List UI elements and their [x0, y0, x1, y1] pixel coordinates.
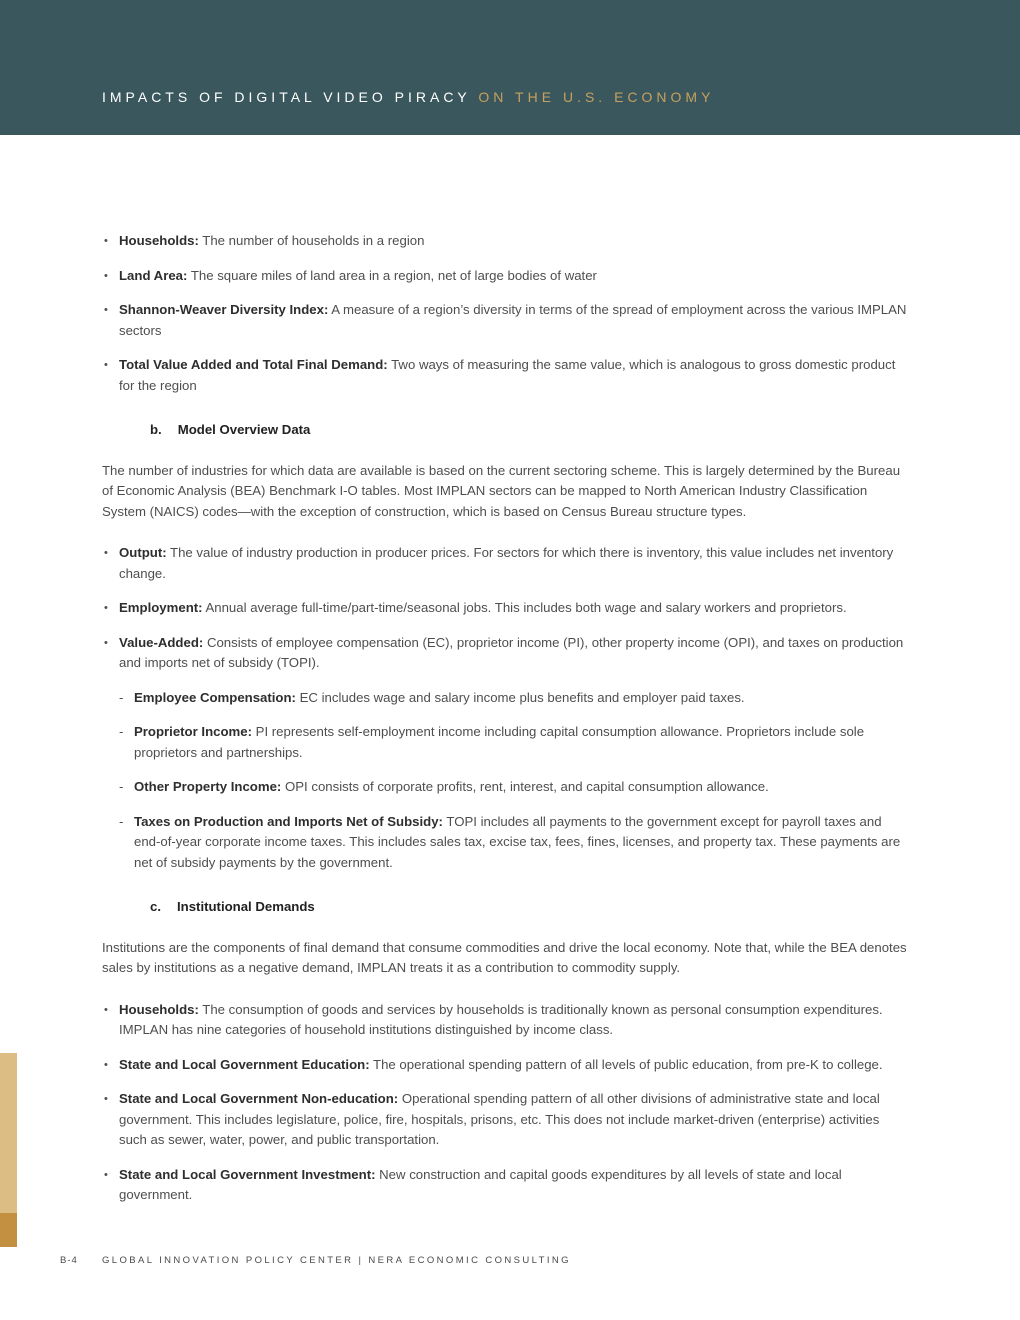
term-definition: The square miles of land area in a region, net of large bodies of water: [190, 267, 597, 283]
term-label: Proprietor Income:: [134, 724, 252, 739]
term-definition: Two ways of measuring the same value, which is analogous to gross domestic product for the region: [119, 357, 896, 393]
list-item: [102, 1000, 908, 1041]
term-definition: The number of households in a region: [202, 233, 425, 248]
term-definition: New construction and capital goods expenditures by all levels of state and local government.: [119, 1166, 842, 1202]
left-accent-bar: [0, 1053, 17, 1247]
page-header: [0, 0, 1020, 135]
term-definition: Consists of employee compensation (EC), proprietor income (PI), other property income (OPI), and taxes on production and imports net of subsidy (TOPI).: [119, 634, 904, 670]
paragraph-model-overview: The number of industries for which data are available is based on the current sectoring scheme. This is largely determined by the Bureau of Economic Analysis (BEA) Benchmark I-O tables. Most IMPLAN sectors can be mapped to North American Industry Classification System (NAICS) codes—with the exception of construction, which is based on Census Bureau structure types.: [102, 462, 901, 519]
section-letter: c.: [150, 899, 161, 914]
term-label: Households:: [119, 233, 199, 248]
term-definition: Operational spending pattern of all other divisions of administrative state and local government. This includes legislature, police, fire, hospitals, prisons, etc. This does not include market-driven (enterprise) activities such as sewer, water, power, and public transportation.: [119, 1091, 880, 1147]
section-heading-c: [150, 897, 908, 918]
list-item: [102, 355, 908, 396]
term-definition: The consumption of goods and services by households is traditionally known as personal consumption expenditures. IMPLAN has nine categories of household institutions distinguished by income class.: [119, 1001, 883, 1037]
section-heading-b: [150, 420, 908, 441]
term-label: Total Value Added and Total Final Demand:: [119, 357, 388, 372]
list-item: [102, 266, 908, 287]
region-definitions-list: [102, 231, 908, 396]
term-label: Land Area:: [119, 267, 188, 283]
model-data-list: [102, 543, 908, 674]
term-definition: The value of industry production in producer prices. For sectors for which there is inventory, this value includes net inventory change.: [119, 545, 894, 581]
term-label: State and Local Government Investment:: [119, 1166, 376, 1182]
report-title: [102, 89, 714, 105]
term-definition: A measure of a region’s diversity in terms of the spread of employment across the various IMPLAN sectors: [119, 302, 907, 338]
list-item: [119, 777, 908, 798]
term-label: Taxes on Production and Imports Net of Subsidy:: [134, 813, 443, 829]
list-item: [102, 543, 908, 584]
report-title-accent: ON THE U.S. ECONOMY: [478, 89, 715, 105]
term-definition: TOPI includes all payments to the government except for payroll taxes and end-of-year corporate income taxes. This includes sales tax, excise tax, fees, fines, licenses, and property tax. These payments are net of subsidy payments by the government.: [134, 813, 901, 870]
section-title: Model Overview Data: [177, 422, 311, 437]
term-label: State and Local Government Education:: [119, 1056, 370, 1072]
section-letter: b.: [150, 422, 162, 437]
list-item: [119, 722, 908, 763]
term-definition: The operational spending pattern of all levels of public education, from pre-K to college.: [373, 1056, 883, 1072]
footer-text: GLOBAL INNOVATION POLICY CENTER | NERA ECONOMIC CONSULTING: [102, 1255, 571, 1266]
term-label: Value-Added:: [119, 634, 204, 650]
list-item: [102, 1165, 908, 1206]
list-item: [102, 1055, 908, 1076]
accent-bar-dark-segment: [0, 1213, 17, 1247]
term-label: Output:: [119, 545, 167, 560]
institutions-list: [102, 1000, 908, 1206]
term-label: Employment:: [119, 600, 203, 615]
paragraph-institutional-demands: Institutions are the components of final demand that consume commodities and drive the local economy. Note that, while the BEA denotes sales by institutions as a negative demand, IMPLAN treats it as a contribution to commodity supply.: [102, 939, 907, 975]
page-content: [0, 135, 1020, 1206]
list-item: [119, 812, 908, 874]
list-item: [102, 598, 908, 619]
term-label: State and Local Government Non-education:: [119, 1091, 399, 1106]
term-label: Shannon-Weaver Diversity Index:: [119, 302, 329, 317]
term-definition: PI represents self-employment income including capital consumption allowance. Proprietors include sole proprietors and partnerships.: [134, 724, 865, 760]
section-title: Institutional Demands: [177, 899, 315, 914]
term-label: Households:: [119, 1001, 199, 1017]
list-item: [102, 231, 908, 252]
page-footer: [60, 1255, 571, 1266]
value-added-components-list: [119, 688, 908, 874]
page-number: B-4: [60, 1255, 78, 1266]
list-item: [119, 688, 908, 709]
term-label: Employee Compensation:: [134, 689, 296, 705]
term-label: Other Property Income:: [134, 779, 282, 794]
accent-bar-light-segment: [0, 1053, 17, 1213]
list-item: [102, 1089, 908, 1151]
term-definition: EC includes wage and salary income plus benefits and employer paid taxes.: [299, 689, 745, 705]
term-definition: OPI consists of corporate profits, rent, interest, and capital consumption allowance.: [284, 779, 769, 794]
list-item: [102, 633, 908, 674]
list-item: [102, 300, 908, 341]
term-definition: Annual average full-time/part-time/seasonal jobs. This includes both wage and salary workers and proprietors.: [205, 600, 847, 615]
report-title-main: IMPACTS OF DIGITAL VIDEO PIRACY: [102, 89, 479, 105]
